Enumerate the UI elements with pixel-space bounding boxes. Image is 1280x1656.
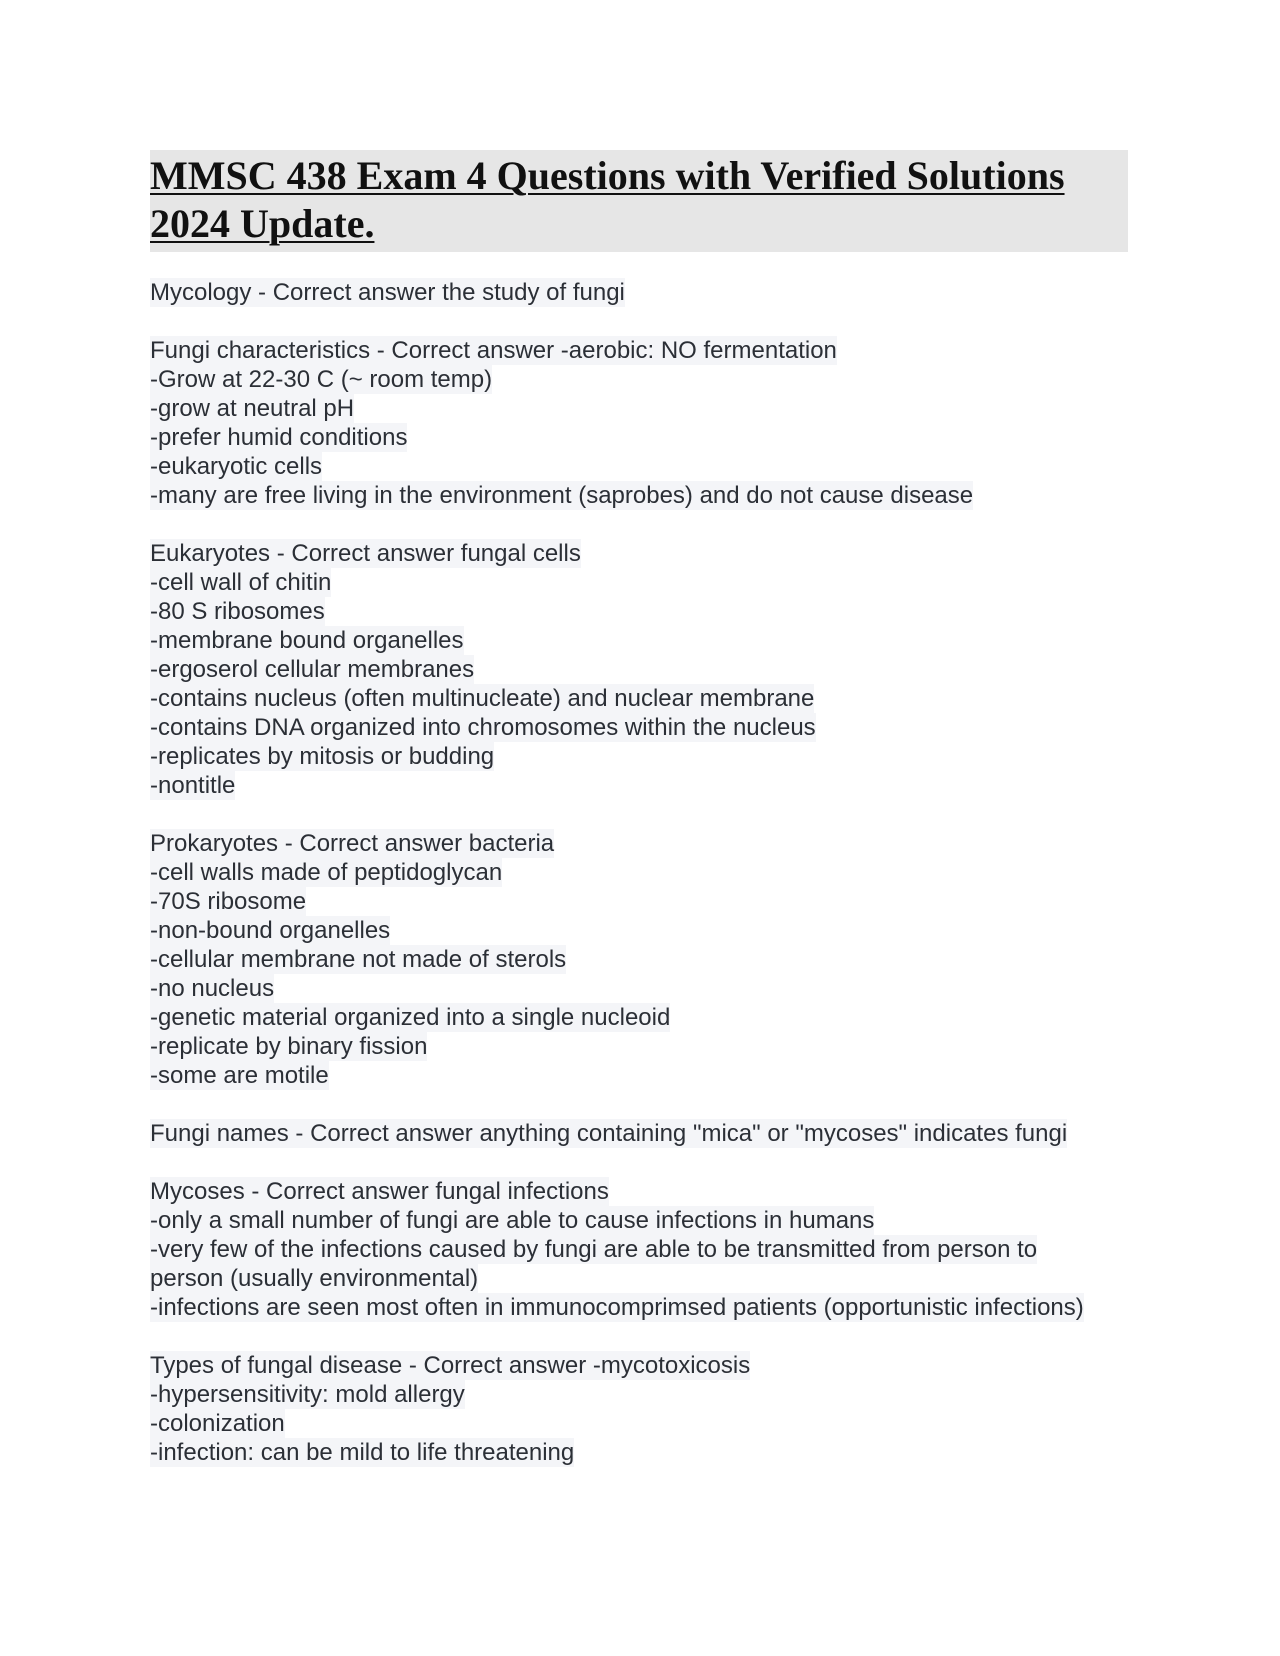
text-line: Mycology - Correct answer the study of fungi	[150, 279, 625, 306]
section-fungi-characteristics	[150, 336, 1130, 510]
text-line: Eukaryotes - Correct answer fungal cells	[150, 540, 581, 567]
text-line: -70S ribosome	[150, 888, 307, 915]
document-body	[150, 278, 1130, 1467]
section-mycoses	[150, 1177, 1130, 1322]
text-line: -nontitle	[150, 772, 236, 799]
section-prokaryotes	[150, 829, 1130, 1090]
title-line-2: 2024 Update.	[150, 201, 375, 246]
text-line: -grow at neutral pH	[150, 395, 355, 422]
text-line: -colonization	[150, 1410, 285, 1437]
text-line: -membrane bound organelles	[150, 627, 464, 654]
section-types-of-fungal-disease	[150, 1351, 1130, 1467]
text-line: Mycoses - Correct answer fungal infections	[150, 1178, 609, 1205]
text-line: Fungi names - Correct answer anything containing "mica" or "mycoses" indicates fungi	[150, 1120, 1068, 1147]
text-line: -cellular membrane not made of sterols	[150, 946, 567, 973]
section-fungi-names	[150, 1119, 1130, 1148]
title-line-1: MMSC 438 Exam 4 Questions with Verified Solutions	[150, 153, 1065, 198]
text-line: -very few of the infections caused by fungi are able to be transmitted from person to	[150, 1236, 1038, 1263]
text-line: -cell wall of chitin	[150, 569, 332, 596]
text-line: -replicate by binary fission	[150, 1033, 428, 1060]
document-title	[150, 150, 1128, 252]
document-page	[150, 150, 1130, 1496]
text-line: Types of fungal disease - Correct answer -mycotoxicosis	[150, 1352, 751, 1379]
text-line: -genetic material organized into a single nucleoid	[150, 1004, 671, 1031]
text-line: -cell walls made of peptidoglycan	[150, 859, 503, 886]
text-line: -some are motile	[150, 1062, 329, 1089]
text-line: -contains DNA organized into chromosomes within the nucleus	[150, 714, 816, 741]
section-eukaryotes	[150, 539, 1130, 800]
section-mycology	[150, 278, 1130, 307]
text-line: -no nucleus	[150, 975, 275, 1002]
text-line: -80 S ribosomes	[150, 598, 325, 625]
text-line: person (usually environmental)	[150, 1265, 479, 1292]
text-line: -non-bound organelles	[150, 917, 391, 944]
text-line: Fungi characteristics - Correct answer -aerobic: NO fermentation	[150, 337, 837, 364]
text-line: -infection: can be mild to life threatening	[150, 1439, 575, 1466]
text-line: -eukaryotic cells	[150, 453, 323, 480]
text-line: -infections are seen most often in immunocomprimsed patients (opportunistic infections)	[150, 1294, 1084, 1321]
text-line: -Grow at 22-30 C (~ room temp)	[150, 366, 493, 393]
text-line: -hypersensitivity: mold allergy	[150, 1381, 465, 1408]
text-line: -contains nucleus (often multinucleate) and nuclear membrane	[150, 685, 815, 712]
text-line: -ergoserol cellular membranes	[150, 656, 475, 683]
text-line: -replicates by mitosis or budding	[150, 743, 495, 770]
text-line: -only a small number of fungi are able to cause infections in humans	[150, 1207, 875, 1234]
text-line: -many are free living in the environment (saprobes) and do not cause disease	[150, 482, 974, 509]
text-line: -prefer humid conditions	[150, 424, 408, 451]
text-line: Prokaryotes - Correct answer bacteria	[150, 830, 555, 857]
